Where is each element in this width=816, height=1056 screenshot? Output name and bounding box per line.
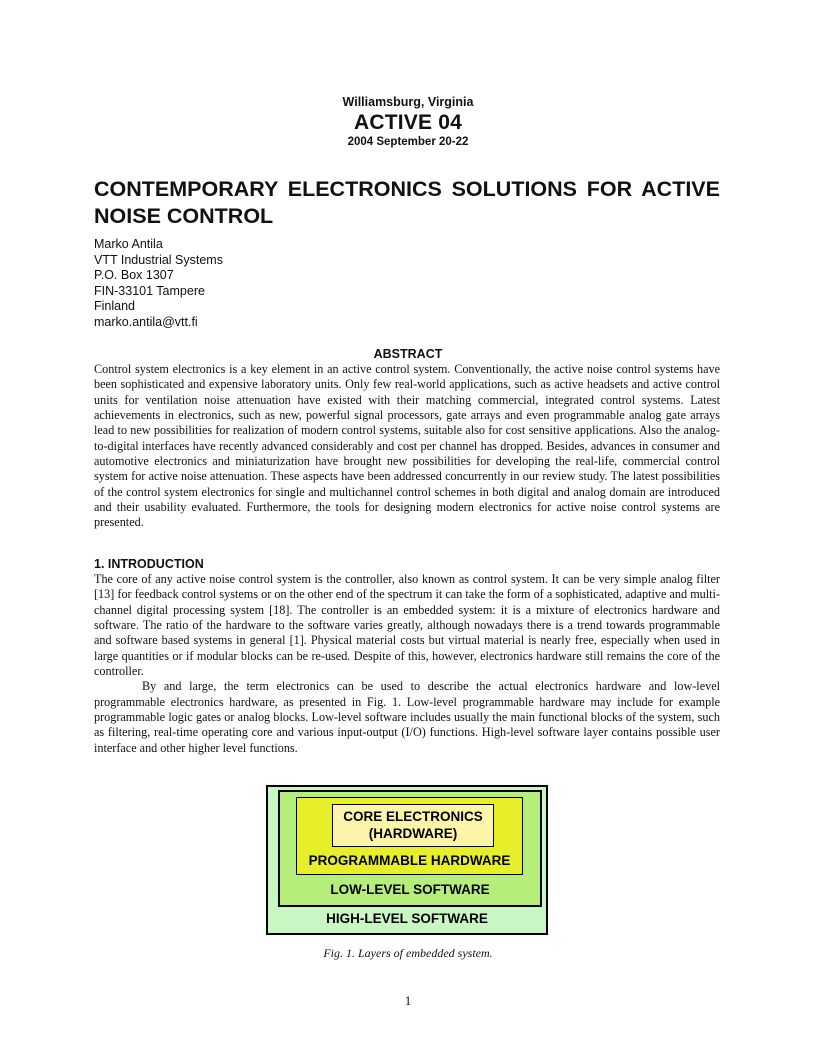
abstract-text: Control system electronics is a key element in an active control system. Conventionally, the active noise control systems have been sophisticated and expensive laboratory units. Only few real-world applications, such as active headsets and active control units for ventilation noise attenuation have existed with their matching commercial, integrated control systems. Latest achievements in electronics, such as new, powerful signal processors, gate arrays and even programmable analog gate arrays lead to new possibilities for realization of modern control systems, suitable also for cost sensitive applications. Also the analog-to-digital interfaces have recently advanced considerably and cost per channel has dropped. Besides, advances in consumer and automotive electronics and miniaturization have brought new possibilities for developing the real-life, commercial control system for active noise attenuation. These aspects have been addressed concurrently in our review study. The latest possibilities of the control system electronics for single and multichannel control schemes in both digital and analog domain are introduced and their usability evaluated. Furthermore, the tools for designing modern electronics for active noise control systems are presented. <box>94 362 720 530</box>
introduction-body <box>94 572 720 756</box>
conference-location: Williamsburg, Virginia <box>342 95 474 109</box>
paper-title-line-1: CONTEMPORARY ELECTRONICS SOLUTIONS FOR ACTIVE <box>94 177 720 201</box>
author-city: FIN-33101 Tampere <box>94 283 205 298</box>
page-number: 1 <box>404 993 412 1008</box>
conference-name: ACTIVE 04 <box>354 111 462 134</box>
section-heading-introduction: 1. INTRODUCTION <box>94 557 204 571</box>
figure-label-core-line-2: (HARDWARE) <box>368 826 458 841</box>
author-email[interactable]: marko.antila@vtt.fi <box>94 314 198 329</box>
conference-date: 2004 September 20-22 <box>347 136 469 148</box>
figure-label-core <box>332 808 494 842</box>
author-po-box: P.O. Box 1307 <box>94 268 174 282</box>
figure-label-low-level: LOW-LEVEL SOFTWARE <box>330 882 490 897</box>
introduction-paragraph-1: The core of any active noise control system is the controller, also known as control system. It can be very simple analog filter [13] for feedback control systems or on the other end of the spectrum it can take the form of a sophisticated, adaptive and multi-channel digital processing system [18]. The controller is an embedded system: it is a mixture of electronics hardware and software. The ratio of the hardware to the software varies greatly, although nowadays there is a trend towards programmable and software based systems in general [1]. Physical material costs but virtual material is nearly free, especially when used in large quantities or if modular blocks can be re-used. Despite of this, however, electronics hardware still remains the core of the controller. <box>94 572 720 679</box>
author-affiliation: VTT Industrial Systems <box>94 252 223 267</box>
author-name: Marko Antila <box>94 237 163 251</box>
figure-label-programmable: PROGRAMMABLE HARDWARE <box>308 853 511 868</box>
figure-label-high-level: HIGH-LEVEL SOFTWARE <box>326 911 488 926</box>
figure-label-core-line-1: CORE ELECTRONICS <box>343 809 483 824</box>
author-block <box>94 237 223 330</box>
author-country: Finland <box>94 299 135 313</box>
abstract-heading: ABSTRACT <box>373 347 443 361</box>
paper-title <box>94 176 720 230</box>
introduction-paragraph-2: By and large, the term electronics can be used to describe the actual electronics hardware and low-level programmable electronics hardware, as presented in Fig. 1. Low-level programmable hardware may include for example programmable logic gates or analog blocks. Low-level software includes usually the main functional blocks of the system, such as filtering, real-time operating core and various input-output (I/O) functions. High-level software layer contains possible user interface and other higher level functions. <box>94 679 720 755</box>
figure-caption: Fig. 1. Layers of embedded system. <box>323 946 493 960</box>
paper-title-line-2: NOISE CONTROL <box>94 204 274 228</box>
